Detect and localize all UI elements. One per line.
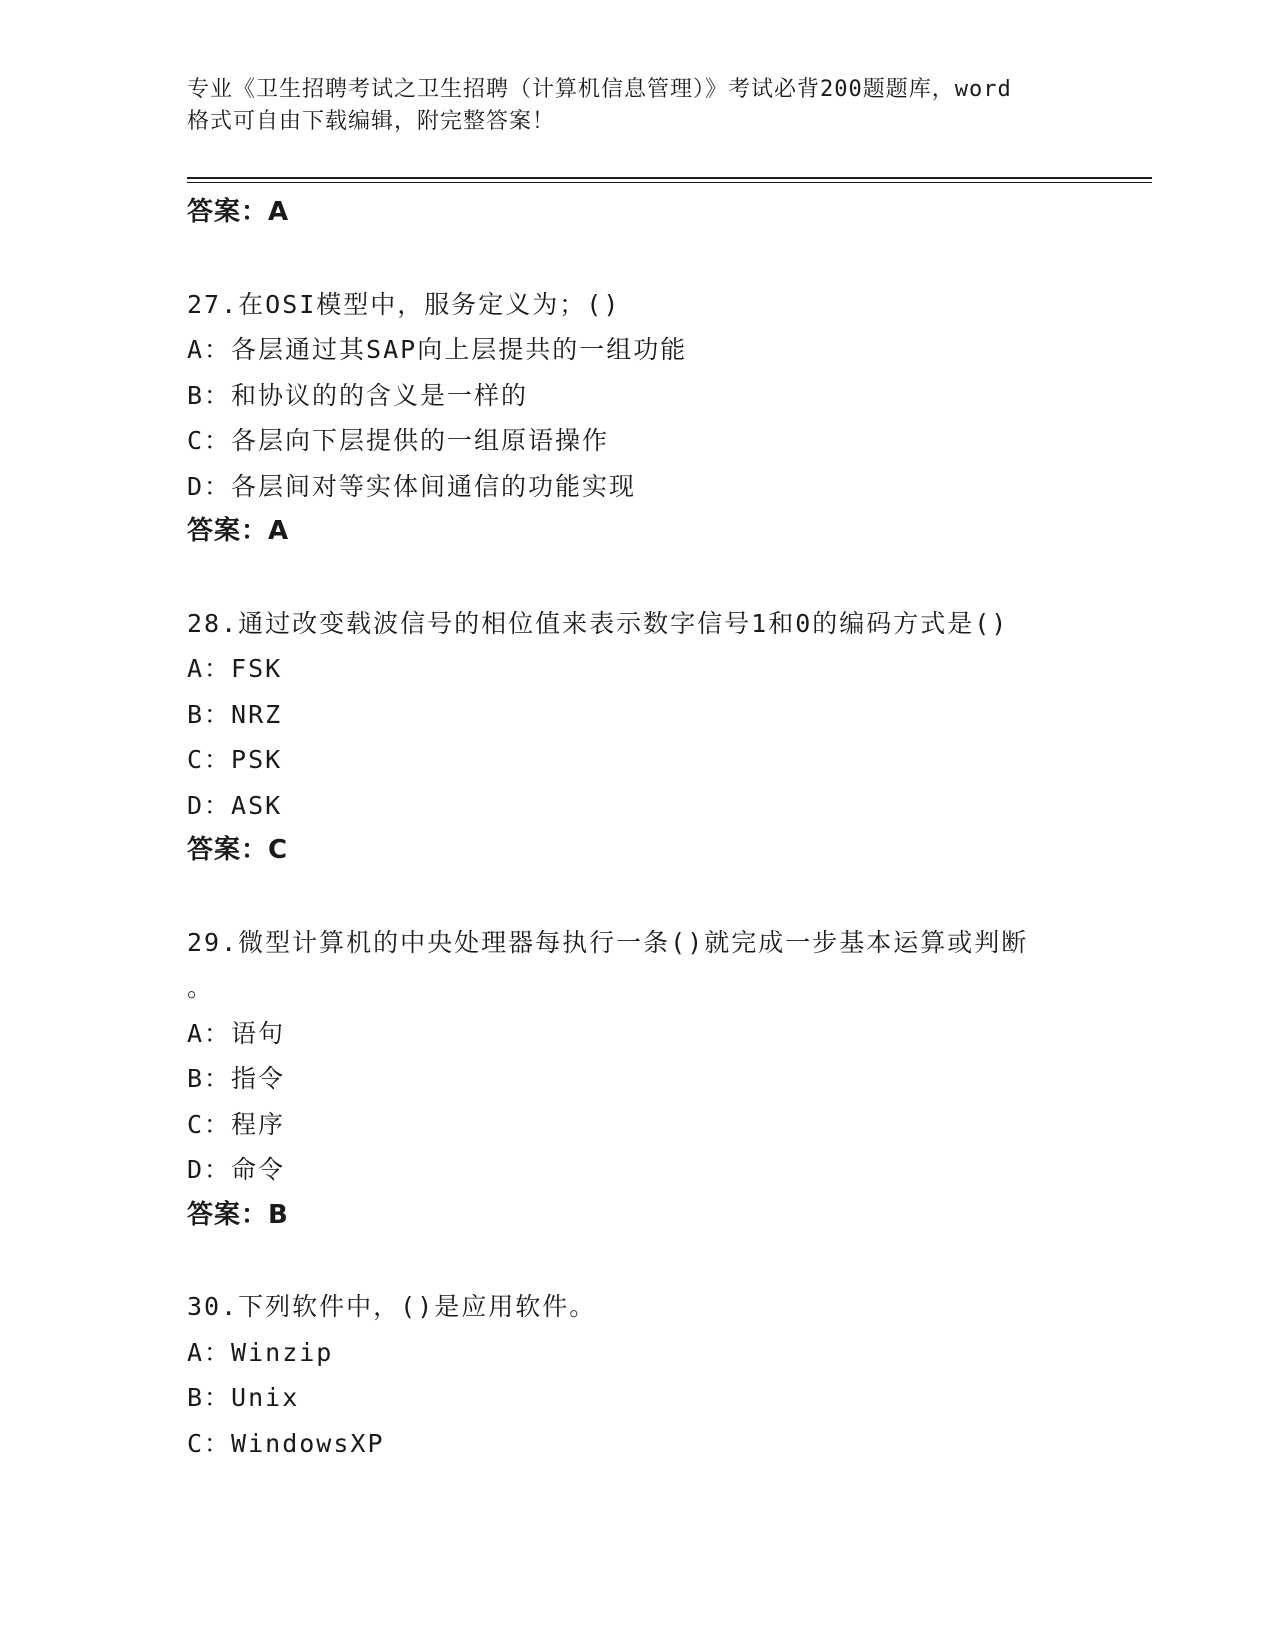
- answer: 答案：C: [187, 835, 289, 865]
- option-c: C：WindowsXP: [187, 1428, 385, 1458]
- option-a: A：Winzip: [187, 1337, 334, 1367]
- question-28: [187, 601, 1152, 874]
- spacer: [187, 874, 1152, 920]
- header-divider-thick: [187, 177, 1152, 179]
- answer: 答案：A: [187, 516, 290, 546]
- question-30: [187, 1284, 1152, 1466]
- header-line-1: 专业《卫生招聘考试之卫生招聘（计算机信息管理）》考试必背200题题库，word: [187, 77, 1012, 102]
- option-b: B：NRZ: [187, 699, 283, 729]
- answer-prev: 答案：A: [187, 197, 290, 227]
- option-c: C：程序: [187, 1109, 286, 1139]
- spacer: [187, 555, 1152, 601]
- option-a: A：各层通过其SAP向上层提共的一组功能: [187, 335, 688, 364]
- question-stem-continuation: 。: [187, 973, 215, 1002]
- question-stem: 28.通过改变载波信号的相位值来表示数字信号1和0的编码方式是(): [187, 608, 1009, 638]
- answer: 答案：B: [187, 1199, 289, 1230]
- document-header: [187, 74, 1087, 138]
- header-divider-thin: [187, 182, 1152, 183]
- option-d: D：ASK: [187, 790, 283, 820]
- option-b: B：和协议的的含义是一样的: [187, 380, 529, 410]
- header-line-2: 格式可自由下载编辑，附完整答案！: [187, 109, 556, 134]
- option-c: C：PSK: [187, 745, 283, 774]
- option-a: A：语句: [187, 1018, 286, 1048]
- question-29: [187, 920, 1152, 1239]
- question-list: [187, 190, 1152, 1466]
- option-a: A：FSK: [187, 654, 283, 683]
- option-d: D：命令: [187, 1155, 286, 1184]
- option-c: C：各层向下层提供的一组原语操作: [187, 426, 610, 455]
- question-stem: 27.在OSI模型中，服务定义为；(): [187, 289, 621, 319]
- spacer: [187, 236, 1152, 282]
- option-b: B：Unix: [187, 1383, 300, 1412]
- question-stem: 30.下列软件中，()是应用软件。: [187, 1292, 597, 1321]
- option-b: B：指令: [187, 1064, 286, 1093]
- question-stem: 29.微型计算机的中央处理器每执行一条()就完成一步基本运算或判断: [187, 927, 1029, 957]
- question-27: [187, 282, 1152, 555]
- option-d: D：各层间对等实体间通信的功能实现: [187, 471, 637, 501]
- spacer: [187, 1238, 1152, 1284]
